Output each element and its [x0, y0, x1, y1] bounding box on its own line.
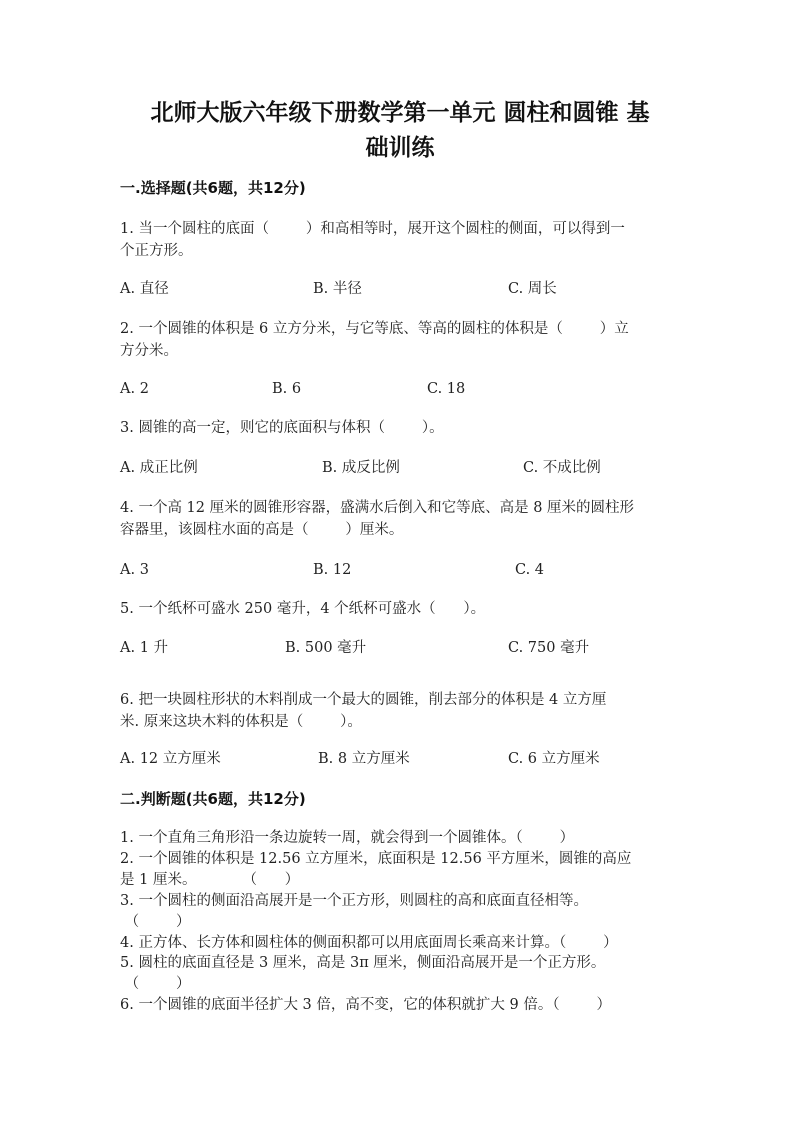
- judgement-line: 4. 正方体、长方体和圆柱体的侧面积都可以用底面周长乘高来计算。（ ）: [120, 934, 618, 951]
- question-text: 5. 一个纸杯可盛水 250 毫升，4 个纸杯可盛水（ ）。: [120, 601, 486, 617]
- option-a: A. 1 升: [120, 640, 169, 656]
- question-text: 4. 一个高 12 厘米的圆锥形容器，盛满水后倒入和它等底、高是 8 厘米的圆柱形: [120, 500, 635, 516]
- judgement-line: 1. 一个直角三角形沿一条边旋转一周，就会得到一个圆锥体。（ ）: [120, 830, 575, 846]
- option-b: B. 半径: [313, 281, 362, 297]
- question-text: 1. 当一个圆柱的底面（ ）和高相等时，展开这个圆柱的侧面，可以得到一: [120, 221, 625, 237]
- judgement-line: 6. 一个圆锥的底面半径扩大 3 倍，高不变，它的体积就扩大 9 倍。（ ）: [120, 997, 611, 1014]
- page-title-line-2: 础训练: [365, 135, 435, 161]
- option-b: B. 500 毫升: [285, 640, 367, 656]
- question-text: 6. 把一块圆柱形状的木料削成一个最大的圆锥，削去部分的体积是 4 立方厘: [120, 692, 607, 708]
- judgement-line: 5. 圆柱的底面直径是 3 厘米，高是 3π 厘米，侧面沿高展开是一个正方形。: [120, 955, 606, 972]
- option-a: A. 成正比例: [120, 460, 198, 476]
- judgement-line: 是 1 厘米。 （ ）: [120, 871, 300, 888]
- option-c: C. 18: [427, 381, 466, 397]
- question-text: 3. 圆锥的高一定，则它的底面积与体积（ ）。: [120, 420, 444, 436]
- option-c: C. 6 立方厘米: [508, 751, 600, 767]
- option-b: B. 6: [272, 381, 302, 397]
- question-text: 容器里，该圆柱水面的高是（ ）厘米。: [120, 521, 404, 538]
- question-text: 个正方形。: [120, 242, 193, 259]
- option-c: C. 4: [515, 562, 545, 578]
- option-c: C. 不成比例: [523, 460, 601, 476]
- option-a: A. 直径: [120, 281, 169, 297]
- judgement-line: （ ）: [120, 976, 191, 993]
- question-text: 2. 一个圆锥的体积是 6 立方分米，与它等底、等高的圆柱的体积是（ ）立: [120, 321, 629, 337]
- option-c: C. 周长: [508, 281, 557, 297]
- option-a: A. 2: [120, 381, 149, 397]
- section-heading-judgement: 二.判断题(共6题，共12分): [120, 790, 306, 808]
- page-title-line-1: 北师大版六年级下册数学第一单元 圆柱和圆锥 基: [150, 100, 650, 126]
- option-b: B. 12: [313, 562, 352, 578]
- question-text: 米. 原来这块木料的体积是（ ）。: [120, 713, 362, 730]
- option-a: A. 12 立方厘米: [120, 751, 221, 767]
- option-a: A. 3: [120, 562, 149, 578]
- judgement-line: （ ）: [120, 913, 191, 930]
- option-b: B. 成反比例: [322, 460, 400, 476]
- option-c: C. 750 毫升: [508, 640, 590, 656]
- section-heading-choice: 一.选择题(共6题，共12分): [120, 179, 306, 197]
- question-text: 方分米。: [120, 342, 178, 359]
- judgement-line: 3. 一个圆柱的侧面沿高展开是一个正方形，则圆柱的高和底面直径相等。: [120, 892, 588, 909]
- option-b: B. 8 立方厘米: [318, 751, 410, 767]
- judgement-line: 2. 一个圆锥的体积是 12.56 立方厘米，底面积是 12.56 平方厘米，圆锥的高应: [120, 850, 632, 867]
